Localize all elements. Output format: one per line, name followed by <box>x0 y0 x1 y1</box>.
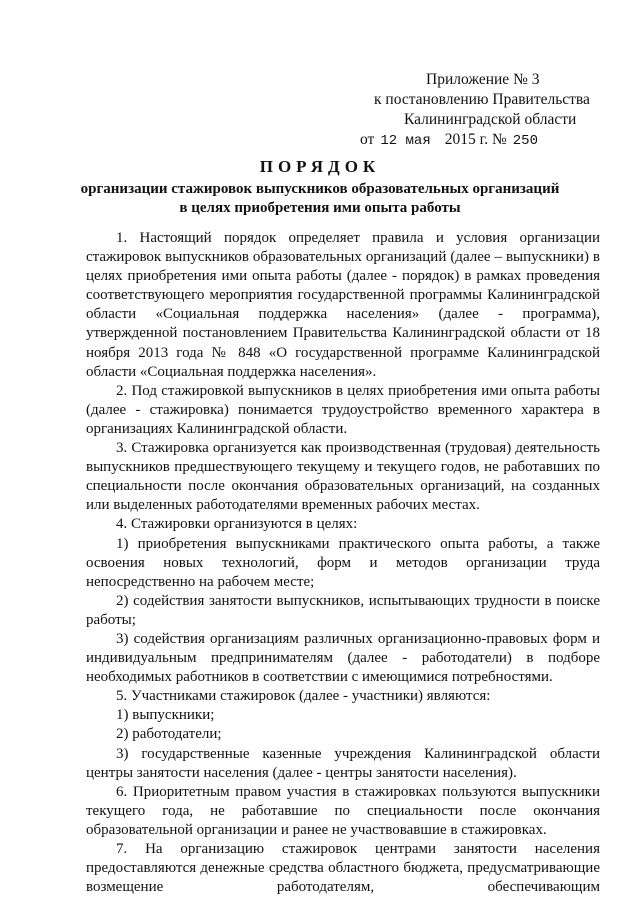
date-value: 12 мая <box>380 133 431 149</box>
annex-title: Приложение № 3 <box>426 71 540 88</box>
document-body <box>86 229 600 897</box>
paragraph: 2. Под стажировкой выпускников в целях приобретения ими опыта работы (далее - стажировка) понимается трудоустройство временного характера в организациях Калининградской области. <box>86 382 600 437</box>
paragraph: 6. Приоритетным правом участия в стажировках пользуются выпускники текущего года, не работавшие по специальности после окончания образовательной организации и ранее не участвовавшие в стажировках. <box>86 783 600 838</box>
paragraph: 2) работодатели; <box>116 726 222 743</box>
paragraph: 2) содействия занятости выпускников, испытывающих трудности в поиске работы; <box>86 592 600 628</box>
paragraph: 3) государственные казенные учреждения Калининградской области центры занятости населения (далее - центры занятости населения). <box>86 745 600 781</box>
paragraph: 3. Стажировка организуется как производственная (трудовая) деятельность выпускников предшествующего текущему и текущего годов, не работавших по специальности после окончания образовательных организаций, на созданных или выделенных работодателями временных рабочих местах. <box>86 440 600 514</box>
document-number: 250 <box>512 133 538 149</box>
paragraph: 4. Стажировки организуются в целях: <box>116 516 358 533</box>
annex-block <box>360 70 620 151</box>
subtitle-line-2: в целях приобретения ими опыта работы <box>179 200 461 216</box>
paragraph: 5. Участниками стажировок (далее - участники) являются: <box>116 688 491 705</box>
annex-date-line <box>360 130 620 151</box>
date-prefix: от <box>360 131 375 148</box>
paragraph: 7. На организацию стажировок центрами занятости населения предоставляются денежные средства областного бюджета, предусматривающие возмещение работодателям, обеспечивающим <box>86 841 600 896</box>
annex-reference: к постановлению Правительства <box>374 91 590 108</box>
paragraph: 1) выпускники; <box>116 707 215 724</box>
subtitle-line-1: организации стажировок выпускников образовательных организаций <box>80 181 560 197</box>
document-title: ПОРЯДОК <box>259 157 381 176</box>
document-subtitle <box>0 180 640 218</box>
paragraph: 1) приобретения выпускниками практического опыта работы, а также освоения новых технологий, форм и методов организации труда непосредственно на рабочем месте; <box>86 535 600 590</box>
annex-region: Калининградской области <box>404 111 577 128</box>
paragraph: 1. Настоящий порядок определяет правила и условия организации стажировок выпускников образовательных организаций (далее – выпускники) в целях приобретения ими опыта работы (далее - порядок) в рамках проведения соответствующего мероприятия государственной программы Калининградской области «Социальная поддержка населения» (далее - программа), утвержденной постановлением Правительства Калининградской области от 18 ноября 2013 года № 848 «О государственной программе Калининградской области «Социальная поддержка населения». <box>86 230 600 380</box>
year-prefix: 2015 г. № <box>444 131 507 148</box>
paragraph: 3) содействия организациям различных организационно-правовых форм и индивидуальным предпринимателям (далее - работодатели) в подборе необходимых работников в соответствии с имеющимися потребностями. <box>86 630 600 686</box>
